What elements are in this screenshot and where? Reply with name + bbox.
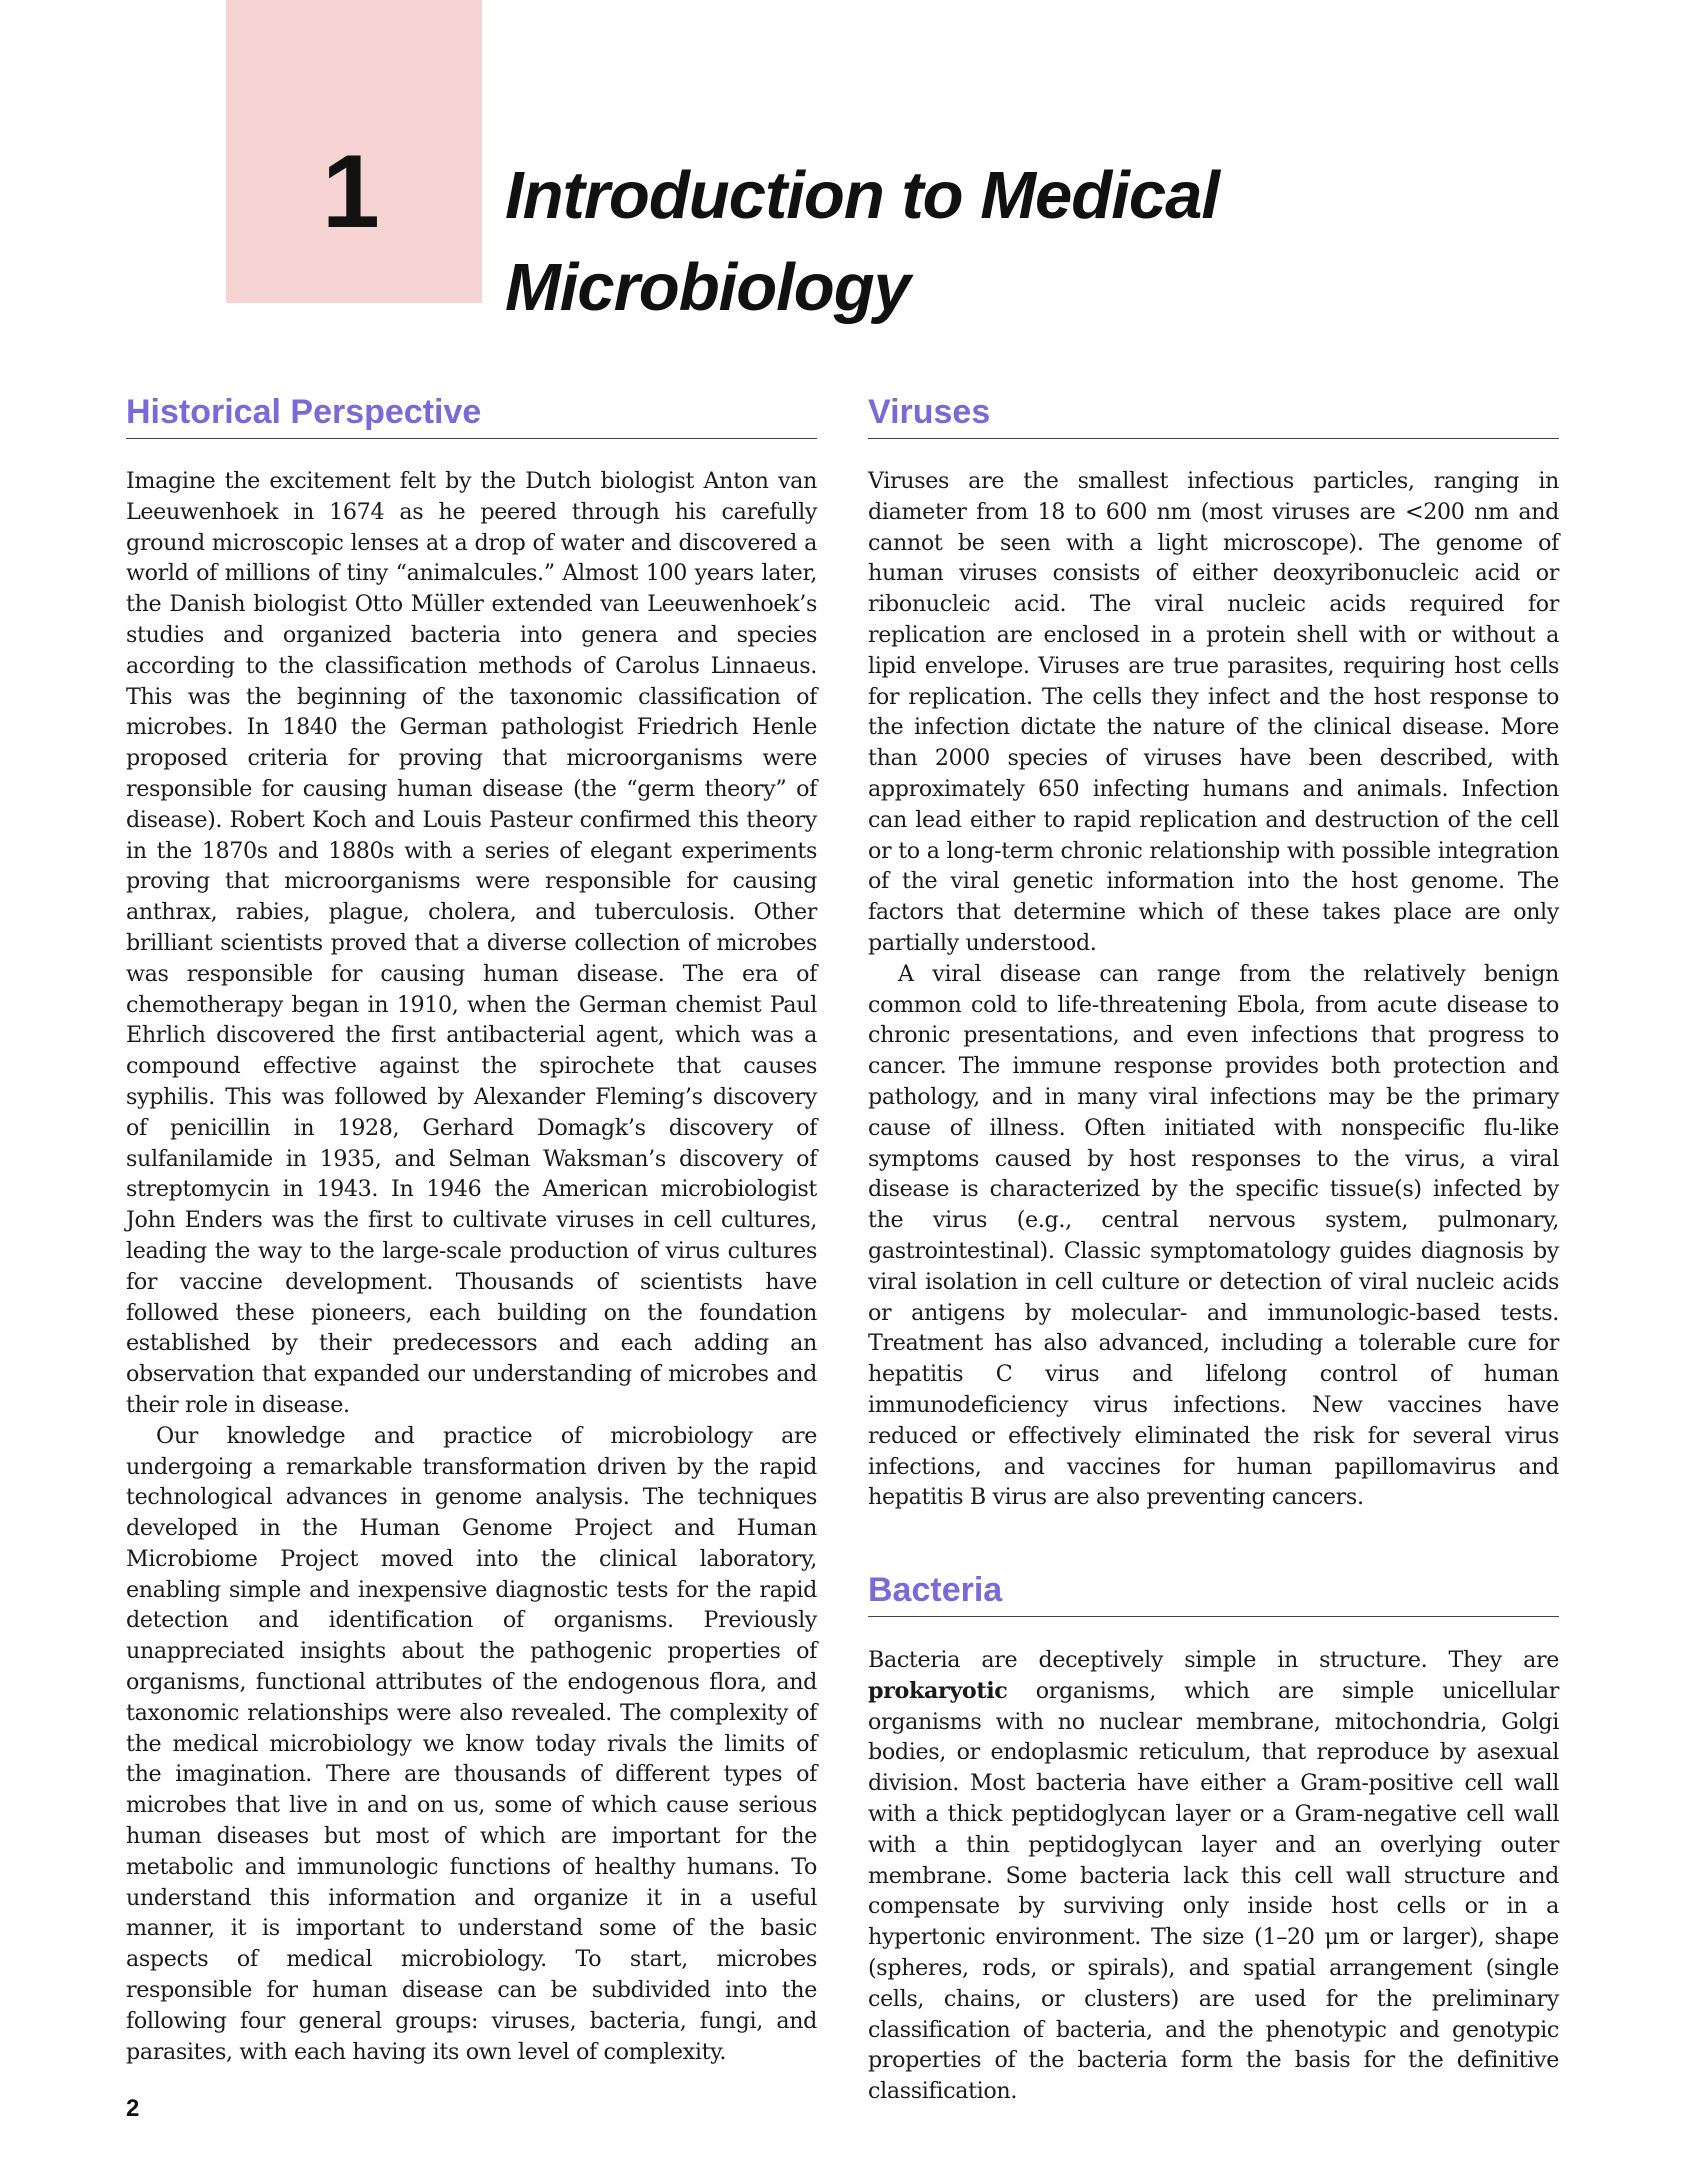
bacteria-paragraph bbox=[868, 1645, 1559, 2107]
chapter-number: 1 bbox=[322, 134, 380, 250]
viruses-paragraph-2: A viral disease can range from the relatively benign common cold to life-threatening Ebola, from acute disease to chronic presentations, and even infections that progress to cancer. The immune response provides both protection and pathology, and in many viral infections may be the primary cause of illness. Often initiated with nonspecific flu-like symptoms caused by host responses to the virus, a viral disease is characterized by the specific tissue(s) infected by the virus (e.g., central nervous system, pulmonary, gastrointestinal). Classic symptomatology guides diagnosis by viral isolation in cell culture or detection of viral nucleic acids or antigens by molecular- and immunologic-based tests. Treatment has also advanced, including a tolerable cure for hepatitis C virus and lifelong control of human immunodeficiency virus infections. New vaccines have reduced or effectively eliminated the risk for several virus infections, and vaccines for human papillomavirus and hepatitis B virus are also preventing cancers. bbox=[868, 960, 1559, 1511]
section-heading-viruses: Viruses bbox=[868, 390, 1559, 439]
left-column bbox=[126, 390, 817, 2067]
historical-paragraph-2: Our knowledge and practice of microbiology are undergoing a remarkable transformation driven by the rapid technological advances in genome analysis. The techniques developed in the Human Genome Project and Human Microbiome Project moved into the clinical laboratory, enabling simple and inexpensive diagnostic tests for the rapid detection and identification of organisms. Previously unappreciated insights about the pathogenic properties of organisms, functional attributes of the endogenous flora, and taxonomic relationships were also revealed. The complexity of the medical microbiology we know today rivals the limits of the imagination. There are thousands of different types of microbes that live in and on us, some of which cause serious human diseases but most of which are important for the metabolic and immunologic functions of healthy humans. To understand this information and organize it in a useful manner, it is important to understand some of the basic aspects of medical microbiology. To start, microbes responsible for human disease can be subdivided into the following four general groups: viruses, bacteria, fungi, and parasites, with each having its own level of complexity. bbox=[126, 1422, 817, 2065]
bacteria-text-start: Bacteria are deceptively simple in structure. They are bbox=[868, 1647, 1559, 1674]
section-heading-bacteria: Bacteria bbox=[868, 1568, 1559, 1617]
section-heading-historical-perspective: Historical Perspective bbox=[126, 390, 817, 439]
viruses-paragraph-1: Viruses are the smallest infectious particles, ranging in diameter from 18 to 600 nm (most viruses are <200 nm and cannot be seen with a light microscope). The genome of human viruses consists of either deoxyribonucleic acid or ribonucleic acid. The viral nucleic acids required for replication are enclosed in a protein shell with or without a lipid envelope. Viruses are true parasites, requiring host cells for replication. The cells they infect and the host response to the infection dictate the nature of the clinical disease. More than 2000 species of viruses have been described, with approximately 650 infecting humans and animals. Infection can lead either to rapid replication and destruction of the cell or to a long-term chronic relationship with possible integration of the viral genetic information into the host genome. The factors that determine which of these takes place are only partially understood. bbox=[868, 468, 1559, 956]
bacteria-bold-term: prokaryotic bbox=[868, 1677, 1008, 1704]
right-column bbox=[868, 390, 1559, 2107]
chapter-title: Introduction to Medical Microbiology bbox=[505, 158, 1219, 325]
bacteria-text-end: organisms, which are simple unicellular organisms with no nuclear membrane, mitochondria, Golgi bodies, or endoplasmic reticulum, that reproduce by asexual division. Most bacteria have either a Gram-positive cell wall with a thick peptidoglycan layer or a Gram-negative cell wall with a thin peptidoglycan layer and an overlying outer membrane. Some bacteria lack this cell wall structure and compensate by surviving only inside host cells or in a hypertonic environment. The size (1–20 μm or larger), shape (spheres, rods, or spirals), and spatial arrangement (single cells, chains, or clusters) are used for the preliminary classification of bacteria, and the phenotypic and genotypic properties of the bacteria form the basis for the definitive classification. bbox=[868, 1677, 1559, 2105]
historical-paragraph-1: Imagine the excitement felt by the Dutch biologist Anton van Leeuwenhoek in 1674 as he peered through his carefully ground microscopic lenses at a drop of water and discovered a world of millions of tiny “animalcules.” Almost 100 years later, the Danish biologist Otto Müller extended van Leeuwenhoek’s studies and organized bacteria into genera and species according to the classification methods of Carolus Linnaeus. This was the beginning of the taxonomic classification of microbes. In 1840 the German pathologist Friedrich Henle proposed criteria for proving that microorganisms were responsible for causing human disease (the “germ theory” of disease). Robert Koch and Louis Pasteur confirmed this theory in the 1870s and 1880s with a series of elegant experiments proving that microorganisms were responsible for causing anthrax, rabies, plague, cholera, and tuberculosis. Other brilliant scientists proved that a diverse collection of microbes was responsible for causing human disease. The era of chemotherapy began in 1910, when the German chemist Paul Ehrlich discovered the first antibacterial agent, which was a compound effective against the spirochete that causes syphilis. This was followed by Alexander Fleming’s discovery of penicillin in 1928, Gerhard Domagk’s discovery of sulfanilamide in 1935, and Selman Waksman’s discovery of streptomycin in 1943. In 1946 the American microbiologist John Enders was the first to cultivate viruses in cell cultures, leading the way to the large-scale production of virus cultures for vaccine development. Thousands of scientists have followed these pioneers, each building on the foundation established by their predecessors and each adding an observation that expanded our understanding of microbes and their role in disease. bbox=[126, 468, 817, 1418]
page-number: 2 bbox=[126, 2095, 140, 2122]
